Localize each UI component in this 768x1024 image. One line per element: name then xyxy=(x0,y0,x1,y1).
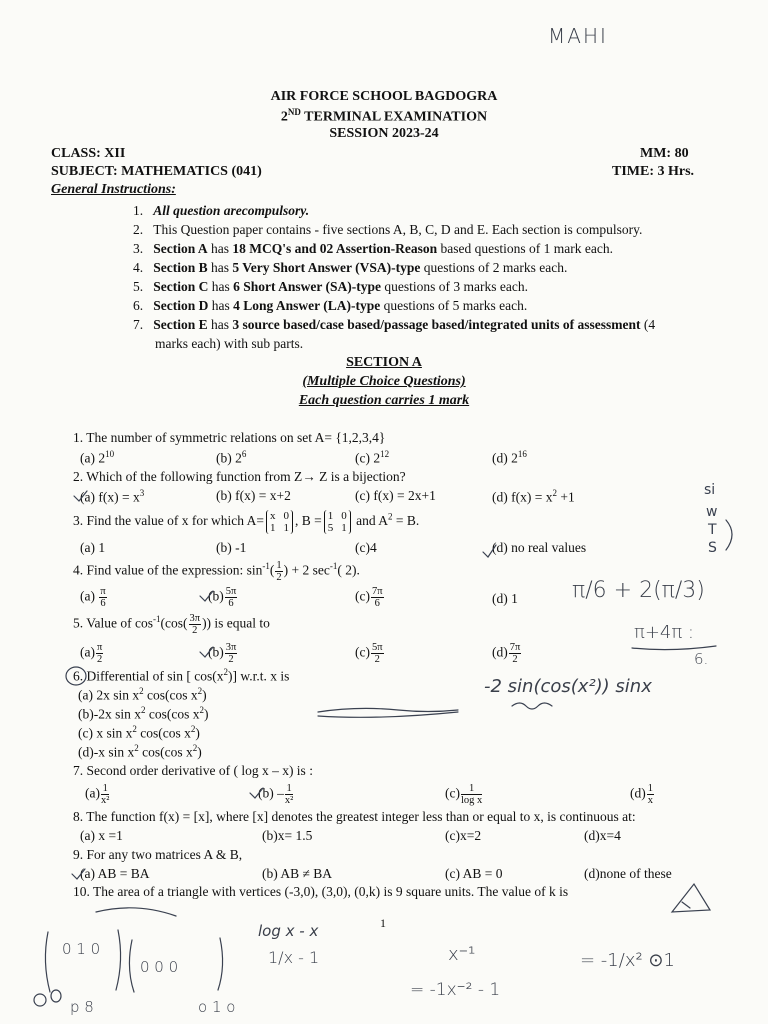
general-instructions-heading: General Instructions: xyxy=(51,182,176,197)
q3-option-c: (c)4 xyxy=(355,540,377,555)
note-xinv: x⁻¹ xyxy=(448,944,476,965)
q8-option-b: (b)x= 1.5 xyxy=(262,828,313,843)
q2-option-a: (a) $f(x) = x^3$ xyxy=(80,488,145,505)
q2-option-d: (d) $f(x) = x^2 +1$ xyxy=(492,488,575,505)
q4-option-b: (b) $\frac{5\pi}{6}$ xyxy=(208,586,237,610)
section-title: SECTION A xyxy=(346,355,422,370)
note-matrix-zero: 0 0 0 xyxy=(140,958,179,976)
q3-option-a: (a) 1 xyxy=(80,540,106,555)
q1-option-b: (b) $2^6$ xyxy=(216,449,247,466)
session: SESSION 2023-24 xyxy=(329,126,439,141)
instruction-4: 4. Section B has 5 Very Short Answer (VSA)-type questions of 2 marks each. xyxy=(133,260,568,275)
q5-option-b: (b) $\frac{3\pi}{2}$ xyxy=(208,642,237,666)
instruction-3: 3. Section A has 18 MCQ's and 02 Assertion-Reason based questions of 1 mark each. xyxy=(133,241,613,256)
question-5: 5. Value of $\cos^{-1}(\cos$( $\frac{3\pi}{2}$ )) is equal to xyxy=(73,613,270,637)
q6-option-a: (a) 2x $\sin x^2$ cos(cos $x^2$) xyxy=(78,686,207,703)
note-result: = -1/x² ⊙1 xyxy=(580,950,675,971)
time-label: TIME: 3 Hrs. xyxy=(612,164,695,179)
exam-title-rest: TERMINAL EXAMINATION xyxy=(300,109,488,125)
instruction-1: 1. All question arecompulsory. xyxy=(133,203,310,218)
question-2: 2. Which of the following function from Z→ Z is a bijection? xyxy=(73,469,406,484)
strike-scribble xyxy=(318,708,458,717)
note-o1o: o 1 o xyxy=(198,998,236,1016)
instruction-6: 6. Section D has 4 Long Answer (LA)-type questions of 5 marks each. xyxy=(133,298,528,313)
svg-text:T: T xyxy=(708,522,717,538)
svg-text:S: S xyxy=(708,540,717,556)
q6-option-d: (d)-x $\sin x^2$ cos(cos $x^2$) xyxy=(78,743,202,760)
note-q6-answer: -2 sin(cos(x²)) sinx xyxy=(484,676,652,697)
q6-option-c: (c) x $\sin x^2$ cos(cos $x^2$) xyxy=(78,724,200,741)
exam-sup: ND xyxy=(287,107,301,117)
q3-option-d: (d) no real values xyxy=(492,540,587,555)
q9-option-a: (a) AB = BA xyxy=(80,866,150,881)
q6-option-b: (b)-2x $\sin x^2$ cos(cos $x^2$) xyxy=(78,705,209,722)
note-pi-four: π+4π : xyxy=(634,622,694,643)
q5-option-c: (c) $\frac{5\pi}{2}$ xyxy=(355,642,383,666)
q4-option-c: (c) $\frac{7\pi}{6}$ xyxy=(355,586,383,610)
q4-option-d: (d) 1 xyxy=(492,591,518,606)
q1-option-d: (d) $2^{16}$ xyxy=(492,449,527,466)
instruction-7: 7. Section E has 3 source based/case based/passage based/integrated units of assessment (4 xyxy=(133,317,656,332)
page-number: 1 xyxy=(380,916,386,930)
q7-option-c: (c) $\frac{1}{\text{log x}}$ xyxy=(445,783,483,807)
exam-number: 2 xyxy=(280,109,288,125)
triangle-sketch xyxy=(672,884,710,912)
section-marks: Each question carries 1 mark xyxy=(298,393,470,408)
scribble-los xyxy=(512,703,552,709)
note-matrix-row: 0 1 0 xyxy=(62,940,101,958)
question-9: 9. For any two matrices A & B, xyxy=(73,847,243,862)
q2-option-c: (c) f(x) = 2x+1 xyxy=(355,488,436,503)
exam-title xyxy=(0,107,768,126)
note-pi-sum: π/6 + 2(π/3) xyxy=(572,578,705,603)
note-deriv: 1/x - 1 xyxy=(268,948,320,967)
section-subtitle: (Multiple Choice Questions) xyxy=(302,374,466,389)
subject-label: SUBJECT: MATHEMATICS (041) xyxy=(51,164,262,179)
q7-option-b: (b) – $\frac{1}{\text{x²}}$ xyxy=(258,783,294,807)
q9-option-c: (c) AB = 0 xyxy=(445,866,503,881)
school-name: AIR FORCE SCHOOL BAGDOGRA xyxy=(270,89,498,104)
q1-option-a: (a) $2^{10}$ xyxy=(80,449,115,466)
question-6: 6. Differential of sin [ $\cos(x^2)$] w.r.t. x is xyxy=(73,667,290,684)
question-3: 3. Find the value of x for which A= x 0 1 1 , B = 1 0 5 1 and $A^2 = B$. xyxy=(73,510,420,535)
note-second-deriv: = -1x⁻² - 1 xyxy=(410,980,501,1000)
class-label: CLASS: XII xyxy=(51,146,126,161)
question-10: 10. The area of a triangle with vertices (-3,0), (3,0), (0,k) is 9 square units. The value of k is xyxy=(73,884,569,899)
question-7: 7. Second order derivative of ( log x – x) is : xyxy=(73,763,313,778)
instruction-2: 2. This Question paper contains - five sections A, B, C, D and E. Each section is compulsory. xyxy=(133,222,643,237)
q7-option-d: (d) $\frac{1}{x}$ xyxy=(630,783,653,807)
matrix-b: 1 0 5 1 xyxy=(324,510,351,534)
q8-option-c: (c)x=2 xyxy=(445,828,482,843)
note-p8: p 8 xyxy=(70,998,94,1016)
q9-option-d: (d)none of these xyxy=(584,866,672,881)
q8-option-d: (d)x=4 xyxy=(584,828,621,843)
question-8: 8. The function f(x) = [x], where [x] denotes the greatest integer less than or equal to x, is continuous at: xyxy=(73,809,636,824)
handwritten-name: MAHI xyxy=(548,24,608,48)
matrix-a: x 0 1 1 xyxy=(266,510,293,534)
margin-bracket xyxy=(726,520,732,550)
svg-text:si: si xyxy=(704,482,716,498)
svg-text:w: w xyxy=(706,504,718,520)
question-4: 4. Find value of the expression: $\sin^{-1}$( $\frac{1}{2}$ ) + 2 $\sec^{-1}$( 2). xyxy=(73,560,360,584)
q1-option-c: (c) $2^{12}$ xyxy=(355,449,390,466)
q4-option-a: (a) $\frac{\pi}{6}$ xyxy=(80,586,106,610)
note-log: log x - x xyxy=(258,922,319,940)
instruction-5: 5. Section C has 6 Short Answer (SA)-type questions of 3 marks each. xyxy=(133,279,528,294)
q9-option-b: (b) AB ≠ BA xyxy=(262,866,333,881)
q7-option-a: (a) $\frac{1}{\text{x²}}$ xyxy=(85,783,110,807)
q8-option-a: (a) x =1 xyxy=(80,828,123,843)
q5-option-d: (d) $\frac{7\pi}{2}$ xyxy=(492,642,521,666)
q2-option-b: (b) f(x) = x+2 xyxy=(216,488,291,503)
max-marks: MM: 80 xyxy=(640,146,689,161)
note-six: 6. xyxy=(694,650,709,668)
q5-option-a: (a) $\frac{\pi}{2}$ xyxy=(80,642,103,666)
matrix-bracket-left xyxy=(45,932,50,992)
q3-option-b: (b) -1 xyxy=(216,540,247,555)
question-1: 1. The number of symmetric relations on set A= {1,2,3,4} xyxy=(73,430,386,445)
instruction-7-cont: marks each) with sub parts. xyxy=(155,336,304,351)
